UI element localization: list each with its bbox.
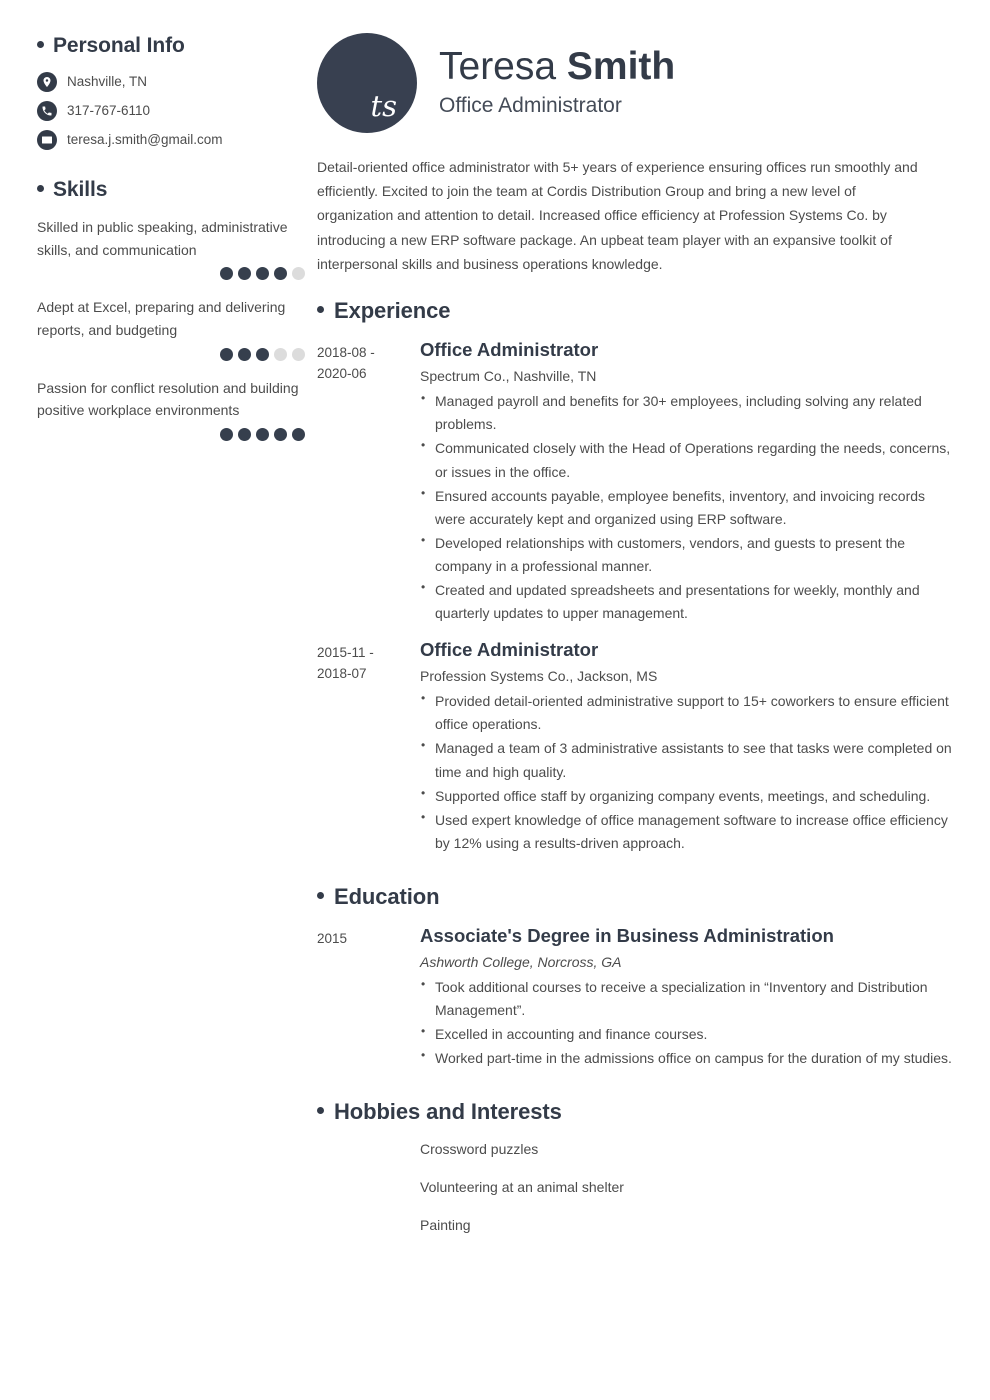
entry-title: Office Administrator [420,339,599,361]
hobbies-heading-label: Hobbies and Interests [334,1099,562,1125]
bullet-item: • Ensured accounts payable, employee benefits, inventory, and invoicing records were accurately kept and organized using ERP software. [420,485,952,531]
heading-bullet-icon [37,185,44,192]
spacer [317,1083,952,1099]
skill-item [37,377,310,441]
heading-bullet-icon [317,892,324,899]
entry-subtitle: Profession Systems Co., Jackson, MS [420,668,658,685]
skill-description: Skilled in public speaking, administrative skills, and communication [37,219,288,258]
entry-bullets [420,390,952,625]
skill-dot [220,267,233,280]
experience-entry [317,638,952,856]
entry-body [420,338,952,626]
contact-item-email [37,130,310,150]
skill-item [37,216,310,280]
experience-heading [317,298,952,324]
heading-bullet-icon [317,306,324,313]
bullet-item: • Supported office staff by organizing company events, meetings, and scheduling. [420,785,952,808]
phone-icon [37,101,57,121]
contact-email-value: teresa.j.smith@gmail.com [67,132,223,148]
last-name: Smith [566,45,676,88]
entry-date: 2015 [317,930,348,946]
resume-header [317,33,952,133]
contact-list [37,72,310,150]
bullet-item: • Managed payroll and benefits for 30+ employees, including solving any related problems. [420,390,952,436]
education-heading [317,884,952,910]
skill-description: Passion for conflict resolution and building positive workplace environments [37,379,299,419]
skill-dot [292,267,305,280]
entry-body [420,638,952,856]
hobby-item: Painting [420,1217,471,1234]
envelope-icon [37,130,57,150]
personal-info-heading-label: Personal Info [53,34,185,57]
skill-dot [238,428,251,441]
first-name: Teresa [439,45,557,88]
personal-info-heading [37,34,310,58]
experience-entry [317,338,952,626]
entry-subtitle: Spectrum Co., Nashville, TN [420,368,597,385]
entry-title: Associate's Degree in Business Administration [420,924,834,946]
skill-item [37,296,310,360]
skill-dot [256,267,269,280]
contact-location-value: Nashville, TN [67,74,148,90]
skill-dot [274,428,287,441]
skill-dot [238,267,251,280]
bullet-item: • Took additional courses to receive a specialization in “Inventory and Distribution Management”. [420,976,952,1022]
bullet-item: • Excelled in accounting and finance courses. [420,1023,952,1046]
hobbies-list [317,1139,952,1236]
experience-heading-label: Experience [334,298,451,324]
skill-dot [292,348,305,361]
education-heading-label: Education [334,883,440,909]
heading-bullet-icon [37,41,44,48]
skill-description: Adept at Excel, preparing and delivering reports, and budgeting [37,299,286,339]
avatar [317,33,417,133]
skill-dot [220,428,233,441]
education-entry [317,924,952,1072]
hobby-item: Crossword puzzles [420,1141,539,1158]
entry-date: 2018-08 - 2020-06 [317,345,375,382]
bullet-item: • Provided detail-oriented administrative support to 15+ coworkers to ensure efficient office operations. [420,690,952,736]
skills-heading [37,178,310,202]
skill-dot [292,428,305,441]
skill-dot [256,428,269,441]
skill-rating [37,428,310,441]
hobbies-heading [317,1099,952,1125]
entry-bullets [420,690,952,855]
spacer [317,868,952,884]
entry-date: 2015-11 - 2018-07 [317,645,374,682]
contact-item-location [37,72,310,92]
name-block [417,33,675,118]
entry-title: Office Administrator [420,639,599,661]
skill-rating [37,267,310,280]
skill-dot [274,348,287,361]
bullet-item: • Managed a team of 3 administrative assistants to see that tasks were completed on time and high quality. [420,737,952,783]
entry-body [420,924,952,1072]
skill-dot [220,348,233,361]
skill-dot [274,267,287,280]
bullet-item: • Developed relationships with customers, vendors, and guests to present the company in a professional manner. [420,532,952,578]
contact-phone-value: 317-767-6110 [67,103,151,119]
bullet-item: • Communicated closely with the Head of Operations regarding the needs, concerns, or issues in the office. [420,437,952,483]
location-pin-icon [37,72,57,92]
entry-subtitle: Ashworth College, Norcross, GA [420,954,622,971]
job-title: Office Administrator [439,94,622,118]
page-title [439,46,675,87]
bullet-item: • Used expert knowledge of office management software to increase office efficiency by 12% using a results-driven approach. [420,809,952,855]
entry-bullets [420,976,952,1070]
skill-dot [256,348,269,361]
bullet-item: • Created and updated spreadsheets and presentations for weekly, monthly and quarterly updates to upper management. [420,579,952,625]
summary-paragraph: Detail-oriented office administrator with 5+ years of experience ensuring offices run smoothly and efficiently. Excited to join the team at Cordis Distribution Group and bring a new level of organization and attention to detail. Increased office efficiency at Profession Systems Co. by introducing a new ERP software package. An upbeat team player with an expansive toolkit of interpersonal skills and business operations knowledge. [317,159,918,272]
heading-bullet-icon [317,1107,324,1114]
sidebar [0,0,310,457]
bullet-item: • Worked part-time in the admissions office on campus for the duration of my studies. [420,1047,952,1070]
main-content [310,0,990,1253]
skill-rating [37,348,310,361]
avatar-initials: ts [370,89,397,123]
hobby-item: Volunteering at an animal shelter [420,1179,624,1196]
skill-dot [238,348,251,361]
contact-item-phone [37,101,310,121]
skills-heading-label: Skills [53,178,108,201]
